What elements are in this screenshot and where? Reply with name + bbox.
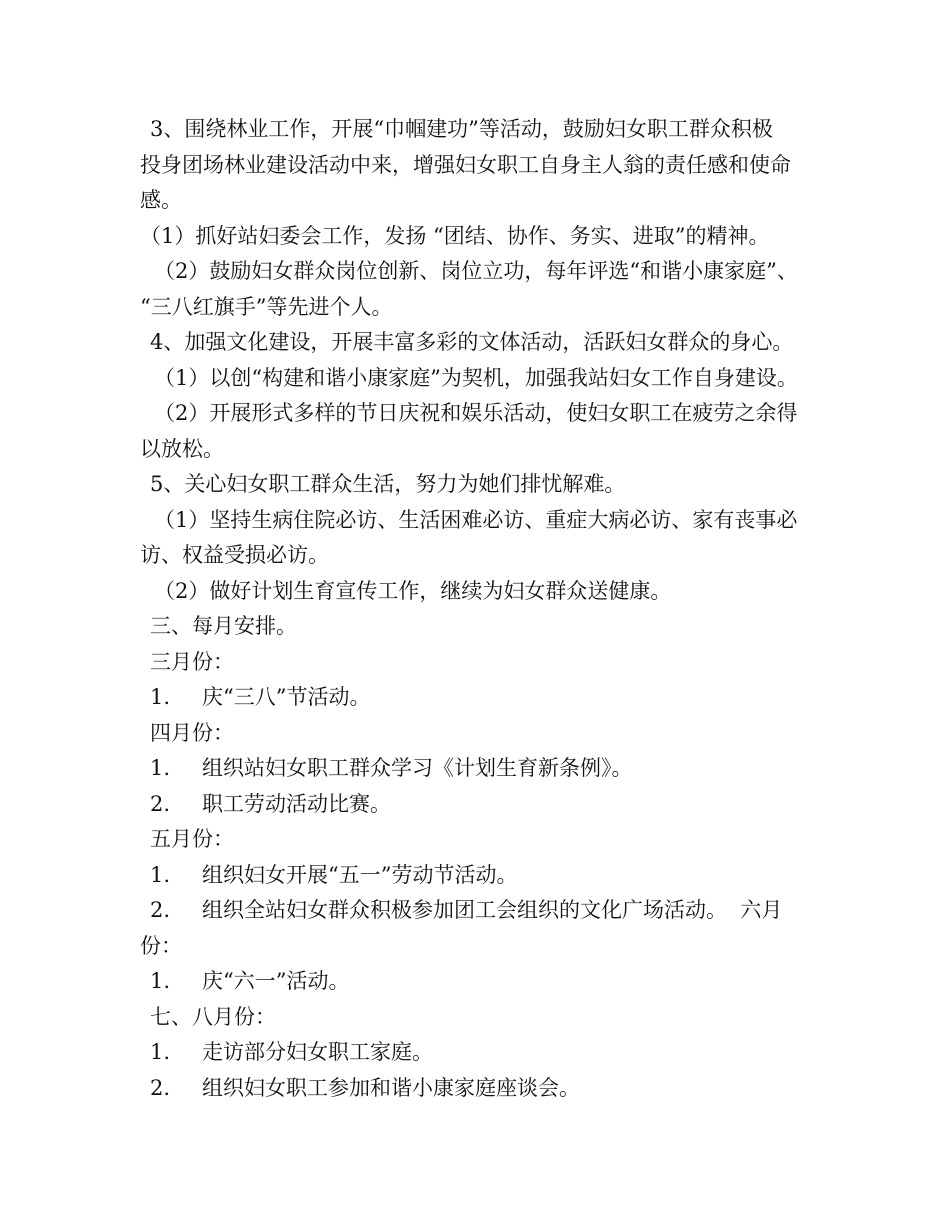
paragraph-4: 4、加强文化建设，开展丰富多彩的文体活动，活跃妇女群众的身心。 bbox=[150, 330, 794, 354]
may-item-2-number: 2. bbox=[150, 898, 171, 922]
april-item-2-text: 职工劳动活动比赛。 bbox=[202, 791, 391, 816]
item-4-2-line-2: 以放松。 bbox=[140, 436, 224, 461]
may-item-1 bbox=[140, 858, 830, 894]
march-item-1-text: 庆“三八”节活动。 bbox=[202, 685, 371, 709]
paragraph-3-line-1: 3、围绕林业工作，开展“巾帼建功”等活动，鼓励妇女职工群众积极 bbox=[150, 117, 773, 141]
julaug-item-2 bbox=[140, 1071, 830, 1107]
may-item-2-text: 组织全站妇女群众积极参加团工会组织的文化广场活动。 六月 bbox=[202, 898, 783, 922]
julaug-item-2-text: 组织妇女职工参加和谐小康家庭座谈会。 bbox=[202, 1075, 580, 1100]
paragraph-5: 5、关心妇女职工群众生活，努力为她们排忧解难。 bbox=[150, 472, 626, 496]
may-item-2 bbox=[140, 893, 830, 929]
item-4-1: （1）以创“构建和谐小康家庭”为契机，加强我站妇女工作自身建设。 bbox=[154, 365, 798, 390]
item-3-1: （1）抓好站妇委会工作，发扬 “团结、协作、务实、进取”的精神。 bbox=[140, 223, 770, 248]
item-3-2-line-1: （2）鼓励妇女群众岗位创新、岗位立功，每年评选“和谐小康家庭”、 bbox=[154, 259, 798, 283]
paragraph-3-line-2: 投身团场林业建设活动中来，增强妇女职工自身主人翁的责任感和使命 bbox=[140, 152, 791, 177]
julaug-item-2-number: 2. bbox=[150, 1075, 171, 1100]
item-4-2-line-1: （2）开展形式多样的节日庆祝和娱乐活动，使妇女职工在疲劳之余得 bbox=[154, 401, 798, 425]
month-april: 四月份： bbox=[150, 720, 234, 745]
may-item-1-text: 组织妇女开展“五一”劳动节活动。 bbox=[202, 862, 518, 887]
paragraph-3-line-3: 感。 bbox=[140, 188, 182, 212]
june-item-1-text: 庆“六一”活动。 bbox=[202, 969, 350, 993]
march-item-1 bbox=[140, 680, 830, 716]
april-item-1 bbox=[140, 751, 830, 787]
document-body bbox=[140, 112, 830, 1106]
april-item-2-number: 2. bbox=[150, 791, 171, 816]
section-3-heading: 三、每月安排。 bbox=[150, 614, 297, 638]
julaug-item-1-number: 1. bbox=[150, 1040, 171, 1064]
julaug-item-1-text: 走访部分妇女职工家庭。 bbox=[202, 1040, 433, 1064]
item-5-1-line-1: （1）坚持生病住院必访、生活困难必访、重症大病必访、家有丧事必 bbox=[154, 507, 798, 532]
julaug-item-1 bbox=[140, 1035, 830, 1071]
april-item-1-number: 1. bbox=[150, 756, 171, 780]
item-5-2: （2）做好计划生育宣传工作，继续为妇女群众送健康。 bbox=[154, 578, 672, 603]
month-may: 五月份： bbox=[150, 827, 234, 851]
june-item-1-number: 1. bbox=[150, 969, 171, 993]
june-item-1 bbox=[140, 964, 830, 1000]
april-item-2 bbox=[140, 787, 830, 823]
march-item-1-number: 1. bbox=[150, 685, 171, 709]
may-item-1-number: 1. bbox=[150, 862, 171, 887]
month-june-tail: 份： bbox=[140, 933, 182, 958]
month-july-august: 七、八月份： bbox=[150, 1004, 276, 1029]
month-march: 三月份： bbox=[150, 649, 234, 674]
item-3-2-line-2: “三八红旗手”等先进个人。 bbox=[140, 294, 393, 319]
item-5-1-line-2: 访、权益受损必访。 bbox=[140, 543, 329, 567]
april-item-1-text: 组织站妇女职工群众学习《计划生育新条例》。 bbox=[202, 756, 633, 780]
